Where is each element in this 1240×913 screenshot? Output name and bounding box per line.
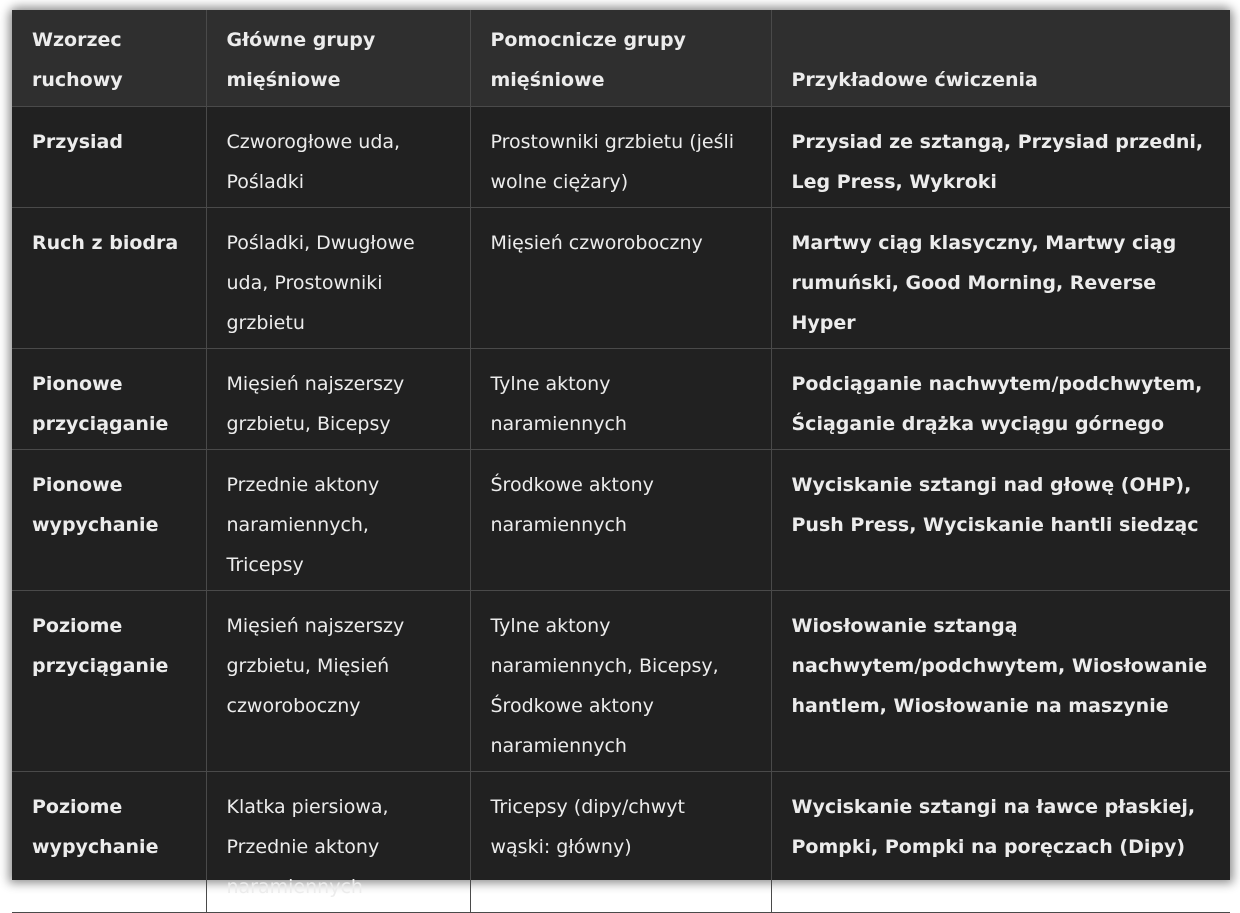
- cell-primary: Pośladki, Dwugłowe uda, Prostowniki grzbietu: [206, 208, 470, 349]
- cell-secondary: Prostowniki grzbietu (jeśli wolne ciężary): [470, 107, 771, 208]
- cell-primary: Klatka piersiowa, Przednie aktony naramiennych: [206, 772, 470, 913]
- cell-secondary: Tylne aktony naramiennych: [470, 349, 771, 450]
- cell-examples: Wyciskanie sztangi na ławce płaskiej, Pompki, Pompki na poręczach (Dipy): [771, 772, 1230, 913]
- table-body: [12, 107, 1230, 913]
- cell-pattern: Poziome wypychanie: [12, 772, 206, 913]
- cell-secondary: Tricepsy (dipy/chwyt wąski: główny): [470, 772, 771, 913]
- cell-pattern: Pionowe przyciąganie: [12, 349, 206, 450]
- cell-primary: Mięsień najszerszy grzbietu, Mięsień czworoboczny: [206, 591, 470, 772]
- table-row: [12, 772, 1230, 913]
- cell-examples: Wyciskanie sztangi nad głowę (OHP), Push Press, Wyciskanie hantli siedząc: [771, 450, 1230, 591]
- table-header: [12, 10, 1230, 107]
- table-row: [12, 107, 1230, 208]
- cell-primary: Przednie aktony naramiennych, Tricepsy: [206, 450, 470, 591]
- table-row: [12, 591, 1230, 772]
- cell-examples: Wiosłowanie sztangą nachwytem/podchwytem, Wiosłowanie hantlem, Wiosłowanie na maszynie: [771, 591, 1230, 772]
- header-secondary-muscles: Pomocnicze grupy mięśniowe: [470, 10, 771, 107]
- cell-pattern: Pionowe wypychanie: [12, 450, 206, 591]
- header-example-exercises: Przykładowe ćwiczenia: [771, 10, 1230, 107]
- cell-secondary: Mięsień czworoboczny: [470, 208, 771, 349]
- table-container: [12, 10, 1230, 898]
- header-pattern: Wzorzec ruchowy: [12, 10, 206, 107]
- cell-examples: Przysiad ze sztangą, Przysiad przedni, Leg Press, Wykroki: [771, 107, 1230, 208]
- header-row: [12, 10, 1230, 107]
- table-row: [12, 349, 1230, 450]
- header-primary-muscles: Główne grupy mięśniowe: [206, 10, 470, 107]
- cell-examples: Podciąganie nachwytem/podchwytem, Ściąganie drążka wyciągu górnego: [771, 349, 1230, 450]
- cell-pattern: Przysiad: [12, 107, 206, 208]
- table-row: [12, 208, 1230, 349]
- table-row: [12, 450, 1230, 591]
- cell-pattern: Poziome przyciąganie: [12, 591, 206, 772]
- cell-secondary: Środkowe aktony naramiennych: [470, 450, 771, 591]
- exercise-table: [12, 10, 1230, 913]
- cell-primary: Mięsień najszerszy grzbietu, Bicepsy: [206, 349, 470, 450]
- cell-pattern: Ruch z biodra: [12, 208, 206, 349]
- cell-secondary: Tylne aktony naramiennych, Bicepsy, Środkowe aktony naramiennych: [470, 591, 771, 772]
- cell-primary: Czworogłowe uda, Pośladki: [206, 107, 470, 208]
- cell-examples: Martwy ciąg klasyczny, Martwy ciąg rumuński, Good Morning, Reverse Hyper: [771, 208, 1230, 349]
